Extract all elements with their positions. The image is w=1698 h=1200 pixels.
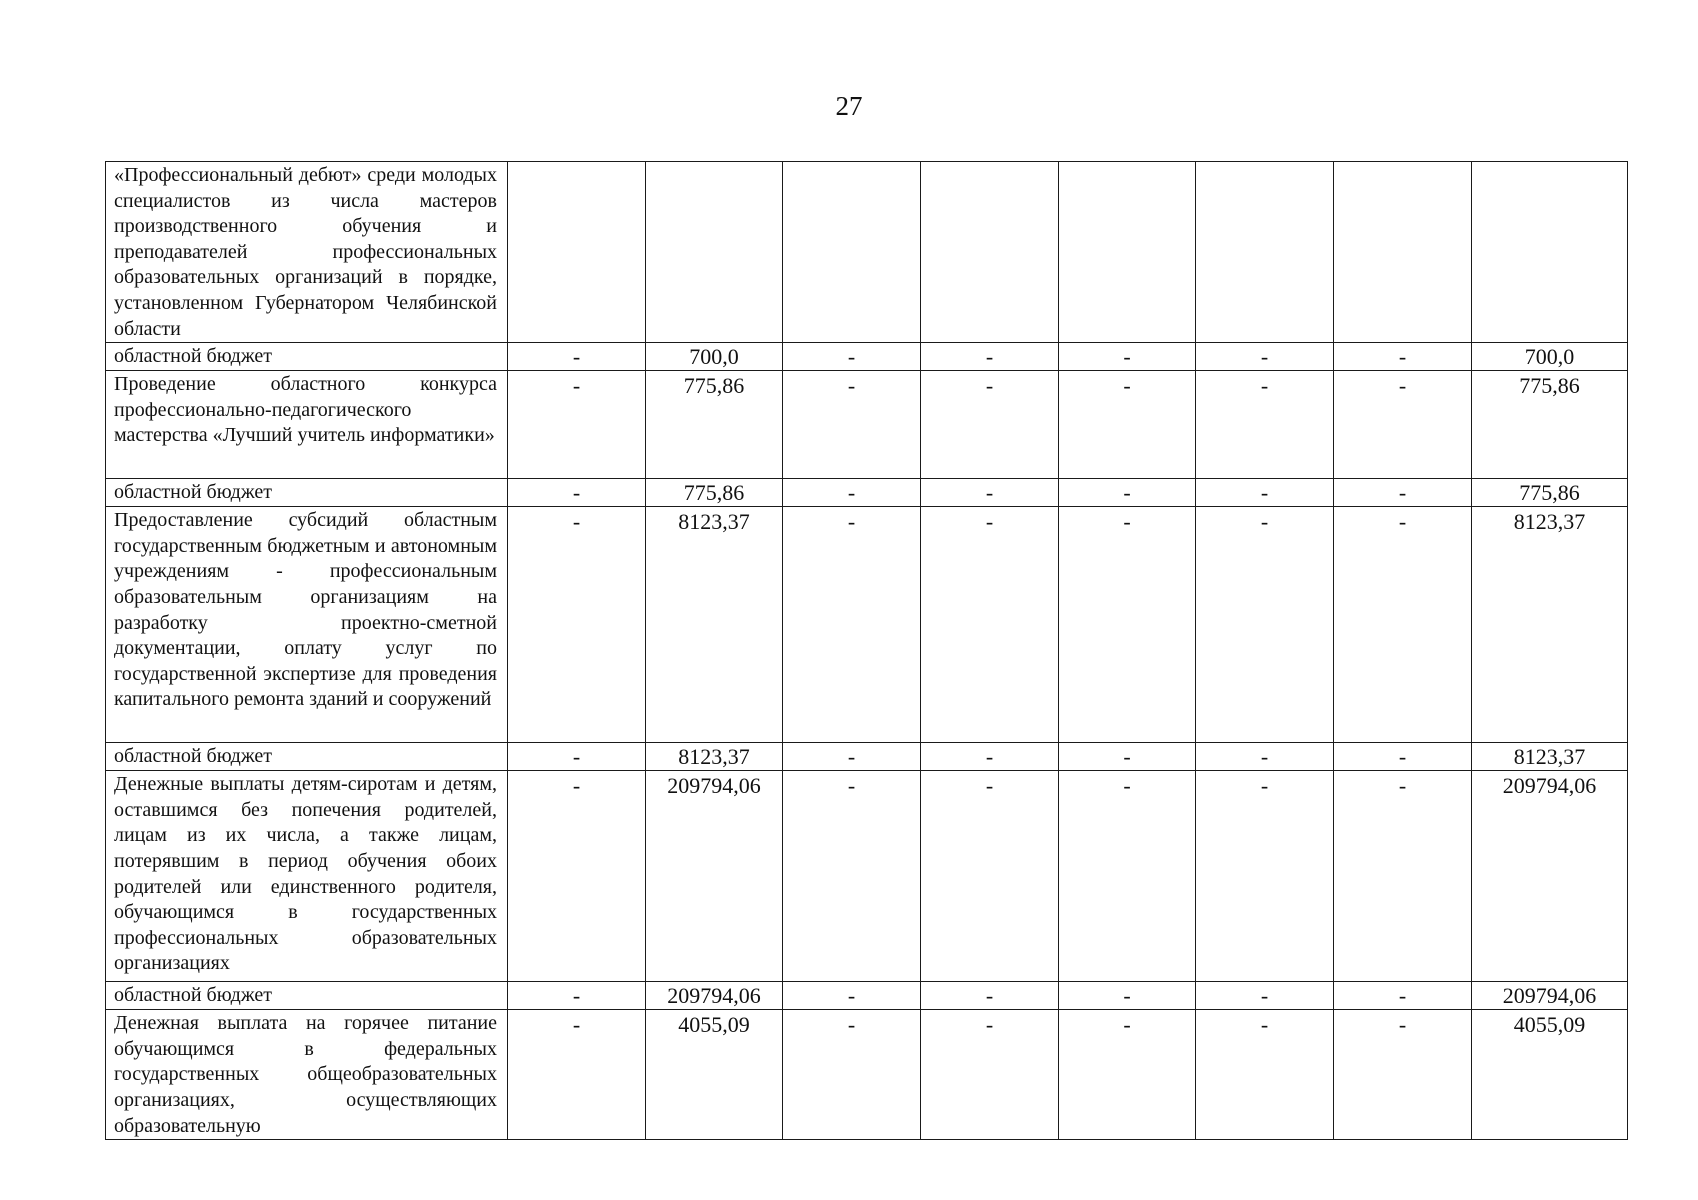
table-row-budget — [106, 982, 1628, 1010]
value-cell: - — [1334, 507, 1472, 743]
value-cell: - — [508, 479, 646, 507]
value-cell: - — [921, 1010, 1059, 1140]
value-cell: - — [1059, 479, 1196, 507]
value-cell: - — [1059, 1010, 1196, 1140]
table-row — [106, 371, 1628, 479]
value-cell — [1059, 162, 1196, 343]
value-cell: 8123,37 — [646, 507, 783, 743]
value-cell: - — [783, 771, 921, 982]
total-cell: 209794,06 — [1472, 982, 1628, 1010]
table-row — [106, 162, 1628, 343]
value-cell: - — [783, 371, 921, 479]
value-cell: - — [1196, 771, 1334, 982]
total-cell: 700,0 — [1472, 343, 1628, 371]
value-cell: - — [1196, 1010, 1334, 1140]
value-cell: 775,86 — [646, 479, 783, 507]
total-cell: 4055,09 — [1472, 1010, 1628, 1140]
value-cell — [921, 162, 1059, 343]
value-cell: - — [783, 1010, 921, 1140]
value-cell: - — [1334, 982, 1472, 1010]
value-cell: - — [1059, 982, 1196, 1010]
total-cell: 8123,37 — [1472, 743, 1628, 771]
value-cell — [1196, 162, 1334, 343]
value-cell: - — [1196, 743, 1334, 771]
row-description: областной бюджет — [106, 982, 508, 1010]
value-cell: - — [1059, 371, 1196, 479]
value-cell: - — [1196, 507, 1334, 743]
page-number: 27 — [835, 91, 863, 121]
row-description: Предоставление субсидий областным государственным бюджетным и автономным учреждениям - профессиональным образовательным организациям на разработку проектно-сметной документации, оплату услуг по государственной экспертизе для проведения капитального ремонта зданий и сооружений — [106, 507, 508, 743]
value-cell: - — [1196, 982, 1334, 1010]
value-cell: - — [921, 371, 1059, 479]
value-cell: - — [1059, 343, 1196, 371]
row-description: областной бюджет — [106, 479, 508, 507]
value-cell: - — [1059, 771, 1196, 982]
value-cell: - — [921, 507, 1059, 743]
row-description: «Профессиональный дебют» среди молодых специалистов из числа мастеров производственного обучения и преподавателей профессиональных образовательных организаций в порядке, установленном Губернатором Челябинской области — [106, 162, 508, 343]
value-cell: - — [921, 982, 1059, 1010]
value-cell: - — [1196, 371, 1334, 479]
table-row-budget — [106, 743, 1628, 771]
value-cell: 775,86 — [646, 371, 783, 479]
table-row — [106, 507, 1628, 743]
row-description: Денежные выплаты детям-сиротам и детям, оставшимся без попечения родителей, лицам из их числа, а также лицам, потерявшим в период обучения обоих родителей или единственного родителя, обучающимся в государственных профессиональных образовательных организациях — [106, 771, 508, 982]
value-cell: 209794,06 — [646, 771, 783, 982]
table-row — [106, 771, 1628, 982]
value-cell: - — [783, 743, 921, 771]
value-cell: - — [508, 371, 646, 479]
total-cell: 8123,37 — [1472, 507, 1628, 743]
value-cell: - — [1334, 343, 1472, 371]
value-cell: - — [1334, 371, 1472, 479]
table-row — [106, 1010, 1628, 1140]
table-row-budget — [106, 343, 1628, 371]
total-cell: 209794,06 — [1472, 771, 1628, 982]
row-description: Денежная выплата на горячее питание обучающимся в федеральных государственных общеобразовательных организациях, осуществляющих образовательную — [106, 1010, 508, 1140]
budget-table — [105, 161, 1628, 1140]
value-cell: - — [783, 479, 921, 507]
value-cell: 8123,37 — [646, 743, 783, 771]
value-cell: - — [1334, 771, 1472, 982]
value-cell — [508, 162, 646, 343]
total-cell: 775,86 — [1472, 371, 1628, 479]
value-cell — [1334, 162, 1472, 343]
value-cell: - — [508, 507, 646, 743]
value-cell: - — [1059, 743, 1196, 771]
value-cell: - — [508, 982, 646, 1010]
value-cell: - — [921, 479, 1059, 507]
row-description: Проведение областного конкурса профессионально-педагогического мастерства «Лучший учитель информатики» — [106, 371, 508, 479]
value-cell: 700,0 — [646, 343, 783, 371]
value-cell: - — [783, 343, 921, 371]
value-cell: - — [1334, 479, 1472, 507]
value-cell: - — [921, 771, 1059, 982]
value-cell: - — [1196, 343, 1334, 371]
value-cell: - — [783, 982, 921, 1010]
table-row-budget — [106, 479, 1628, 507]
value-cell: - — [921, 743, 1059, 771]
value-cell: - — [783, 507, 921, 743]
value-cell: 4055,09 — [646, 1010, 783, 1140]
value-cell: 209794,06 — [646, 982, 783, 1010]
total-cell — [1472, 162, 1628, 343]
value-cell: - — [1334, 743, 1472, 771]
value-cell: - — [508, 771, 646, 982]
value-cell: - — [508, 743, 646, 771]
value-cell — [646, 162, 783, 343]
total-cell: 775,86 — [1472, 479, 1628, 507]
value-cell: - — [508, 343, 646, 371]
row-description: областной бюджет — [106, 343, 508, 371]
value-cell — [783, 162, 921, 343]
value-cell: - — [1059, 507, 1196, 743]
value-cell: - — [1334, 1010, 1472, 1140]
value-cell: - — [1196, 479, 1334, 507]
value-cell: - — [508, 1010, 646, 1140]
row-description: областной бюджет — [106, 743, 508, 771]
value-cell: - — [921, 343, 1059, 371]
